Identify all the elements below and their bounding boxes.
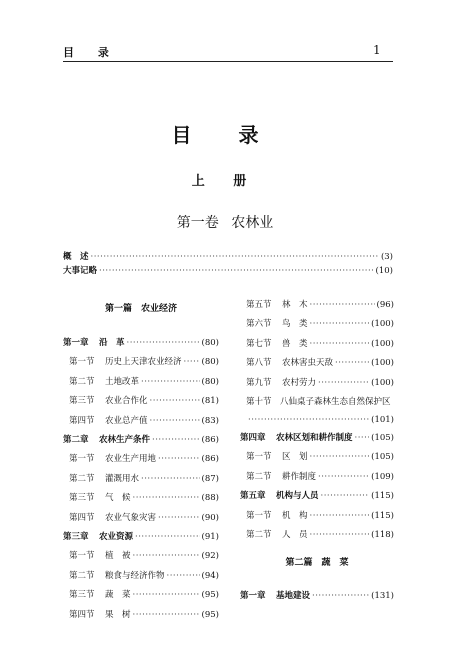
toc-entry-section: 第四章 [240, 433, 266, 443]
toc-entry-title: 鸟 类 [282, 319, 308, 330]
toc-entry [246, 471, 394, 484]
toc-entry-label [240, 432, 353, 445]
toc-entry-label [69, 376, 139, 389]
toc-entry-page: (109) [371, 471, 394, 482]
toc-entry-section: 第二章 [63, 435, 89, 445]
toc-entry-label [69, 395, 148, 408]
toc-entry-section: 第一章 [63, 338, 89, 348]
toc-entry [240, 432, 394, 445]
header-rule [63, 61, 393, 62]
leader-dots [167, 570, 200, 583]
volume-title: 上 册 [191, 174, 259, 189]
toc-entry-section: 第八节 [246, 358, 272, 369]
toc-entry-title: 农林害虫天敌 [282, 358, 334, 369]
toc-entry-page: (96) [376, 300, 394, 310]
toc-entry-page: (105) [371, 433, 394, 443]
leader-dots [141, 376, 200, 389]
toc-entry-title: 人 员 [282, 530, 308, 540]
toc-entry [240, 490, 394, 503]
leader-dots [310, 529, 370, 542]
toc-entry [69, 550, 219, 563]
leader-dots [318, 377, 369, 390]
toc-entry-label [246, 510, 308, 523]
toc-entry-label [69, 512, 156, 525]
toc-entry-section: 第二节 [246, 471, 272, 482]
toc-entry-section: 第二节 [69, 473, 95, 484]
toc-entry-label [69, 492, 131, 505]
leader-dots [355, 432, 370, 445]
book-title [0, 212, 450, 232]
toc-entry-page: (80) [201, 376, 219, 387]
leader-dots [158, 453, 200, 466]
toc-entry-title: 农林区划和耕作制度 [276, 433, 353, 443]
toc-entry-label [246, 451, 308, 464]
toc-entry-label [63, 434, 150, 447]
leader-dots [133, 550, 200, 563]
toc-entry-label [246, 338, 308, 351]
toc-entry-label [246, 318, 308, 331]
toc-entry-label [246, 377, 316, 390]
leader-dots [312, 590, 369, 603]
toc-entry [246, 299, 394, 312]
toc-entry-section: 第一节 [246, 510, 272, 521]
toc-entry-label [69, 589, 131, 602]
leader-dots [318, 471, 369, 484]
toc-entry-label [240, 490, 319, 503]
toc-entry-section: 第六节 [246, 319, 272, 330]
leader-dots [133, 589, 200, 602]
toc-entry-label [246, 471, 316, 484]
toc-entry-page: (86) [201, 454, 219, 465]
toc-entry-label [69, 453, 156, 466]
leader-dots [150, 395, 200, 408]
toc-entry-section: 第四节 [69, 512, 95, 523]
toc-entry-page: (118) [371, 530, 394, 540]
toc-entry-title: 蔬 菜 [105, 590, 131, 601]
toc-entry-title: 历史上天津农业经济 [105, 357, 182, 368]
toc-entry-title: 基地建设 [276, 591, 311, 601]
toc-entry [246, 357, 394, 370]
toc-entry [63, 434, 219, 447]
toc-entry [69, 570, 219, 583]
toc-entry-title: 机构与人员 [276, 491, 319, 502]
leader-dots [321, 490, 370, 503]
leader-dots [310, 299, 375, 312]
toc-entry-page: (91) [201, 532, 219, 542]
leader-dots [248, 414, 369, 427]
toc-entry-title: 气 候 [105, 493, 131, 504]
leader-dots [135, 531, 200, 544]
leader-dots [150, 415, 200, 428]
toc-entry-title: 沿 革 [99, 338, 125, 348]
toc-entry-section: 第四节 [69, 415, 95, 426]
toc-entry [69, 473, 219, 486]
toc-entry-page: (101) [371, 415, 394, 425]
toc-entry-title: 农业总产值 [105, 415, 148, 426]
toc-entry [246, 318, 394, 331]
toc-entry-title: 土地改革 [105, 376, 140, 387]
toc-entry-section: 第一节 [246, 452, 272, 463]
toc-entry-page: (95) [201, 590, 219, 601]
toc-entry [69, 395, 219, 408]
toc-entry-section: 第四节 [69, 609, 95, 620]
leader-dots [152, 434, 200, 447]
toc-entry-page: (100) [371, 338, 394, 349]
toc-entry-title: 农村劳力 [282, 377, 317, 388]
toc-entry-title: 林 木 [282, 300, 308, 310]
toc-entry-label: 概 述 [63, 252, 89, 262]
toc-entry-section: 第一节 [69, 454, 95, 465]
toc-entry [69, 512, 219, 525]
toc-entry-title: 灌溉用水 [105, 473, 140, 484]
leader-dots [310, 338, 370, 351]
toc-entry-page: (81) [201, 396, 219, 407]
toc-entry-page: (100) [371, 377, 394, 388]
toc-entry-title: 区 划 [282, 452, 308, 463]
toc-entry-title: 机 构 [282, 510, 308, 521]
toc-entry-page: (90) [201, 512, 219, 523]
leader-dots [310, 318, 370, 331]
toc-entry-page: (83) [201, 415, 219, 426]
toc-entry-page: (92) [201, 551, 219, 562]
toc-entry-label [246, 357, 333, 370]
toc-entry-label [69, 570, 165, 583]
toc-entry-section: 第二节 [246, 530, 272, 540]
toc-entry-section: 第五节 [246, 300, 272, 310]
toc-entry-title: 农业资源 [99, 532, 134, 542]
toc-entry [69, 492, 219, 505]
toc-entry [63, 251, 393, 264]
toc-entry-section: 第二节 [69, 376, 95, 387]
toc-entry-title: 耕作制度 [282, 471, 317, 482]
toc-entry [246, 529, 394, 542]
leader-dots [184, 356, 200, 369]
toc-entry-page: (115) [371, 510, 394, 521]
toc-entry-page: (80) [201, 338, 219, 348]
toc-entry-label [69, 609, 131, 622]
toc-entry-section: 第三节 [69, 493, 95, 504]
leader-dots [141, 473, 200, 486]
toc-entry-section: 第一节 [69, 357, 95, 368]
book-juan: 第一卷 [176, 215, 219, 231]
toc-entry-page: (100) [371, 358, 394, 369]
toc-entry-label [240, 590, 310, 603]
toc-entry-page: (105) [371, 452, 394, 463]
toc-entry [240, 590, 394, 603]
toc-entry [246, 510, 394, 523]
part-title: 第二篇 蔬 菜 [285, 558, 349, 568]
toc-entry-section: 第三节 [69, 590, 95, 601]
toc-entry-section: 第七节 [246, 338, 272, 349]
toc-entry-title: 果 树 [105, 609, 131, 620]
toc-entry-label [69, 415, 148, 428]
toc-entry-page: (94) [201, 570, 219, 581]
toc-entry-page: (88) [201, 493, 219, 504]
toc-entry-title: 兽 类 [282, 338, 308, 349]
toc-entry-label: 大事记略 [63, 266, 98, 276]
toc-entry-title: 农业生产用地 [105, 454, 157, 465]
toc-entry-page: (80) [201, 357, 219, 368]
toc-entry [246, 377, 394, 390]
toc-entry [69, 453, 219, 466]
page-number: 1 [373, 43, 381, 57]
toc-entry [246, 338, 394, 351]
toc-entry-title: 农业气象灾害 [105, 512, 157, 523]
toc-entry-page: (86) [201, 435, 219, 445]
leader-dots [310, 510, 370, 523]
toc-entry-section: 第五章 [240, 491, 266, 502]
toc-entry-label [69, 550, 131, 563]
toc-entry [69, 589, 219, 602]
toc-entry-section: 第一节 [69, 551, 95, 562]
toc-entry-title: 粮食与经济作物 [105, 570, 165, 581]
toc-entry [63, 531, 219, 544]
leader-dots [133, 609, 200, 622]
toc-entry-label [63, 337, 125, 350]
leader-dots [133, 492, 200, 505]
toc-entry-section: 第三章 [63, 532, 89, 542]
part-title: 第一篇 农业经济 [104, 304, 177, 314]
toc-entry-title: 农林生产条件 [99, 435, 151, 445]
toc-entry-page: (115) [371, 491, 394, 502]
toc-entry-title: 植 被 [105, 551, 131, 562]
toc-entry-long-title: 第十节 八仙桌子森林生态自然保护区 [246, 397, 391, 407]
toc-entry-label [246, 529, 308, 542]
leader-dots [99, 265, 374, 278]
page-title: 目 录 [171, 123, 279, 147]
toc-entry [246, 451, 394, 464]
toc-entry-label [63, 531, 133, 544]
toc-entry [63, 337, 219, 350]
toc-entry-page: (95) [201, 609, 219, 620]
toc-entry-page: (87) [201, 473, 219, 484]
leader-dots [91, 251, 379, 264]
toc-entry [69, 376, 219, 389]
leader-dots [335, 357, 369, 370]
toc-entry-label [69, 356, 182, 369]
toc-entry [69, 356, 219, 369]
toc-entry-page: (3) [380, 252, 393, 262]
toc-entry-page: (100) [371, 319, 394, 330]
leader-dots [127, 337, 200, 350]
toc-entry-label [246, 299, 308, 312]
leader-dots [158, 512, 200, 525]
toc-entry [69, 609, 219, 622]
running-header: 目 录 [63, 46, 119, 59]
toc-entry-page: (10) [375, 266, 393, 276]
toc-entry-section: 第九节 [246, 377, 272, 388]
toc-entry [69, 415, 219, 428]
toc-entry-label [69, 473, 139, 486]
toc-entry [63, 265, 393, 278]
book-name: 农林业 [231, 215, 274, 231]
toc-entry-section: 第三节 [69, 396, 95, 407]
leader-dots [310, 451, 370, 464]
toc-entry-title: 农业合作化 [105, 396, 148, 407]
toc-entry-section: 第二节 [69, 570, 95, 581]
toc-entry-page: (131) [371, 591, 394, 601]
toc-entry [246, 414, 394, 427]
toc-entry-section: 第一章 [240, 591, 266, 601]
